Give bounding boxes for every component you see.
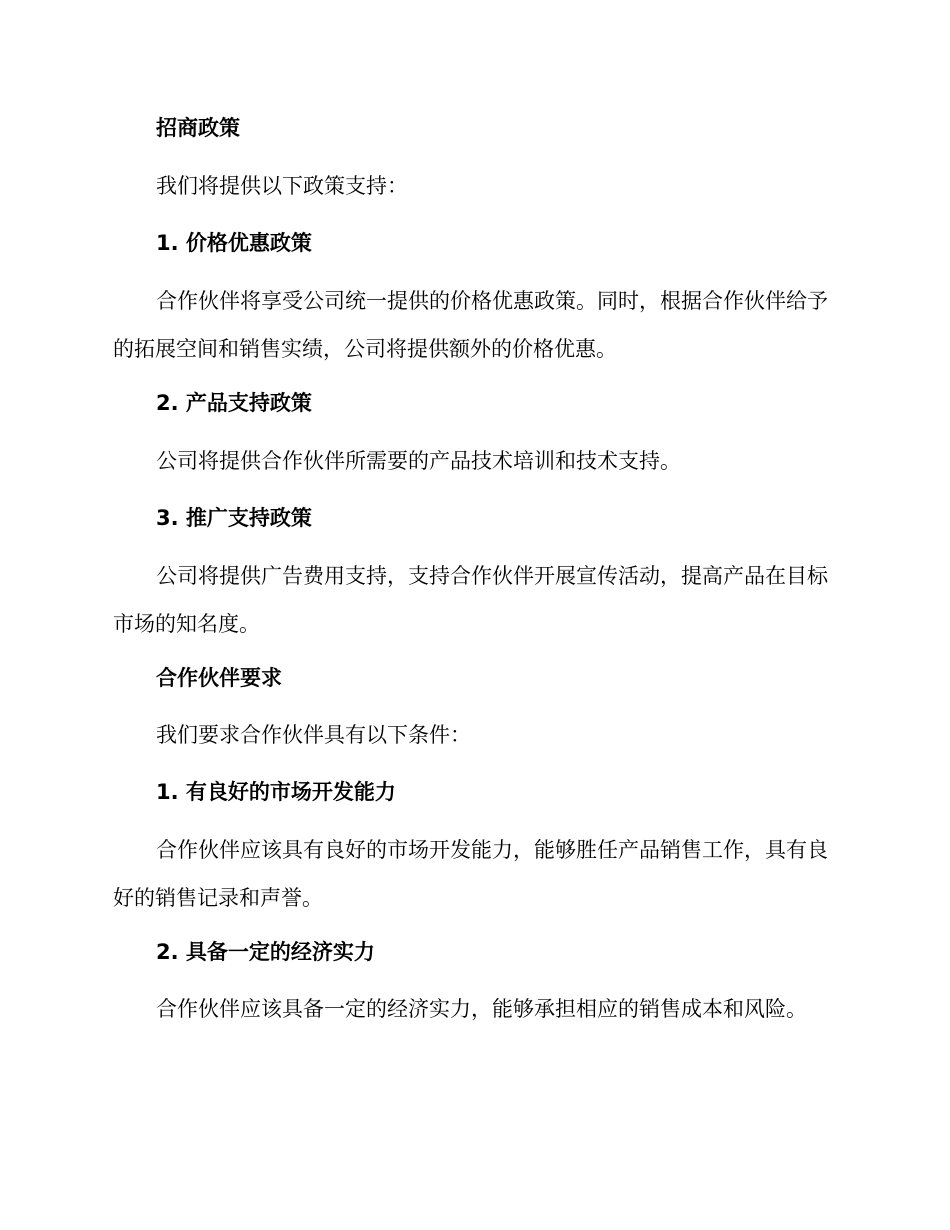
subheading-price-discount: 1. 价格优惠政策 [156,231,312,255]
paragraph-price-discount: 合作伙伴将享受公司统一提供的价格优惠政策。同时，根据合作伙伴给予的拓展空间和销售实绩，公司将提供额外的价格优惠。 [113,289,828,361]
paragraph-policy-intro: 我们将提供以下政策支持： [156,174,408,198]
section-heading-investment-policy: 招商政策 [156,116,240,140]
paragraph-economic-strength: 合作伙伴应该具备一定的经济实力，能够承担相应的销售成本和风险。 [156,997,807,1021]
paragraph-product-support: 公司将提供合作伙伴所需要的产品技术培训和技术支持。 [156,449,681,473]
section-heading-partner-requirements: 合作伙伴要求 [156,666,282,690]
paragraph-market-development: 合作伙伴应该具有良好的市场开发能力，能够胜任产品销售工作，具有良好的销售记录和声誉。 [113,838,828,910]
paragraph-promotion-support: 公司将提供广告费用支持，支持合作伙伴开展宣传活动，提高产品在目标市场的知名度。 [113,564,828,636]
paragraph-requirements-intro: 我们要求合作伙伴具有以下条件： [156,723,471,747]
subheading-economic-strength: 2. 具备一定的经济实力 [156,940,375,964]
subheading-product-support: 2. 产品支持政策 [156,391,312,415]
subheading-market-development: 1. 有良好的市场开发能力 [156,780,396,804]
subheading-promotion-support: 3. 推广支持政策 [156,506,312,530]
